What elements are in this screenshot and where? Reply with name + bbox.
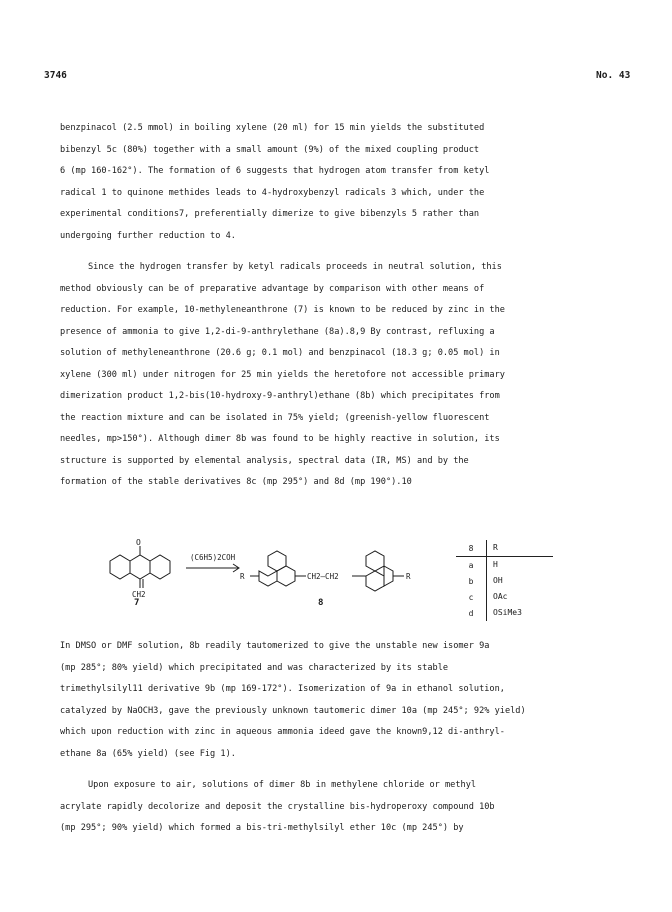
text-line: In DMSO or DMF solution, 8b readily tautomerized to give the unstable new isomer 9a [60, 641, 490, 651]
paragraph-1 [60, 118, 620, 247]
text-line: which upon reduction with zinc in aqueous ammonia ideed gave the known9,12 di-anthryl- [60, 727, 505, 737]
page-number: 3746 [44, 70, 67, 81]
table-cell: b [468, 576, 474, 586]
table-cell: OAc [486, 589, 553, 605]
table-cell: H [486, 557, 553, 573]
text-line: structure is supported by elemental analysis, spectral data (IR, MS) and by the [60, 455, 469, 466]
table-cell: OH [486, 573, 553, 589]
table-row [456, 573, 553, 589]
text-line: acrylate rapidly decolorize and deposit the crystalline bis-hydroperoxy compound 10b [60, 801, 495, 812]
text-line: 6 (mp 160-162°). The formation of 6 suggests that hydrogen atom transfer from ketyl [60, 166, 490, 176]
text-line: undergoing further reduction to 4. [60, 230, 236, 241]
text-line: ethane 8a (65% yield) (see Fig 1). [60, 748, 236, 759]
text-line: bibenzyl 5c (80%) together with a small amount (9%) of the mixed coupling product [60, 144, 480, 155]
text-line: benzpinacol (2.5 mmol) in boiling xylene (20 ml) for 15 min yields the substituted [60, 123, 485, 133]
table-row [456, 557, 553, 573]
table-header [456, 540, 553, 557]
compound-8-label: 8 [318, 598, 324, 608]
text-line: Upon exposure to air, solutions of dimer 8b in methylene chloride or methyl [88, 780, 477, 790]
substituent-table [456, 540, 553, 621]
text-line: radical 1 to quinone methides leads to 4-hydroxybenzyl radicals 3 which, under the [60, 187, 485, 198]
text-line: catalyzed by NaOCH3, gave the previously unknown tautomeric dimer 10a (mp 245°; 92% yield) [60, 705, 526, 716]
table-cell: OSiMe3 [486, 605, 553, 621]
reagent-label: (C6H5)2COH [190, 553, 236, 562]
ch2-label: CH2 [132, 590, 146, 599]
table-row [456, 589, 553, 605]
r-right-label: R [406, 572, 411, 581]
table-header-cell: R [486, 540, 553, 556]
paragraph-3 [60, 636, 620, 765]
compound-7-label: 7 [134, 598, 140, 608]
text-line: xylene (300 ml) under nitrogen for 25 min yields the heretofore not accessible primary [60, 369, 505, 380]
issue-number: No. 43 [596, 70, 631, 81]
text-line: the reaction mixture and can be isolated in 75% yield; (greenish-yellow fluorescent [60, 412, 490, 423]
table-row [456, 605, 553, 621]
table-cell: d [468, 608, 474, 618]
text-line: needles, mp>150°). Although dimer 8b was found to be highly reactive in solution, its [60, 434, 500, 444]
text-line: presence of ammonia to give 1,2-di-9-anthrylethane (8a).8,9 By contrast, refluxing a [60, 326, 495, 337]
text-line: (mp 285°; 80% yield) which precipitated and was characterized by its stable [60, 662, 449, 673]
table-cell: c [468, 592, 474, 602]
table-header-cell: 8 [468, 543, 474, 553]
linker-label: CH2—CH2 [307, 572, 339, 581]
table-cell: a [468, 560, 474, 570]
scheme-drawing [90, 536, 450, 626]
text-line: method obviously can be of preparative advantage by comparison with other means of [60, 283, 485, 294]
paragraph-2 [60, 257, 620, 494]
text-line: (mp 295°; 90% yield) which formed a bis-tri-methylsilyl ether 10c (mp 245°) by [60, 823, 464, 833]
paragraph-4 [60, 775, 620, 840]
r-left-label: R [240, 572, 245, 581]
text-line: solution of methyleneanthrone (20.6 g; 0.1 mol) and benzpinacol (18.3 g; 0.05 mol) in [60, 348, 500, 358]
text-line: reduction. For example, 10-methyleneanthrone (7) is known to be reduced by zinc in the [60, 305, 505, 315]
text-line: formation of the stable derivatives 8c (mp 295°) and 8d (mp 190°).10 [60, 477, 412, 487]
text-line: Since the hydrogen transfer by ketyl radicals proceeds in neutral solution, this [88, 262, 502, 272]
text-line: dimerization product 1,2-bis(10-hydroxy-9-anthryl)ethane (8b) which precipitates from [60, 391, 500, 401]
text-line: experimental conditions7, preferentially dimerize to give bibenzyls 5 rather than [60, 209, 480, 219]
svg-text:O: O [136, 538, 141, 547]
text-line: trimethylsilyl11 derivative 9b (mp 169-172°). Isomerization of 9a in ethanol solution, [60, 684, 505, 694]
